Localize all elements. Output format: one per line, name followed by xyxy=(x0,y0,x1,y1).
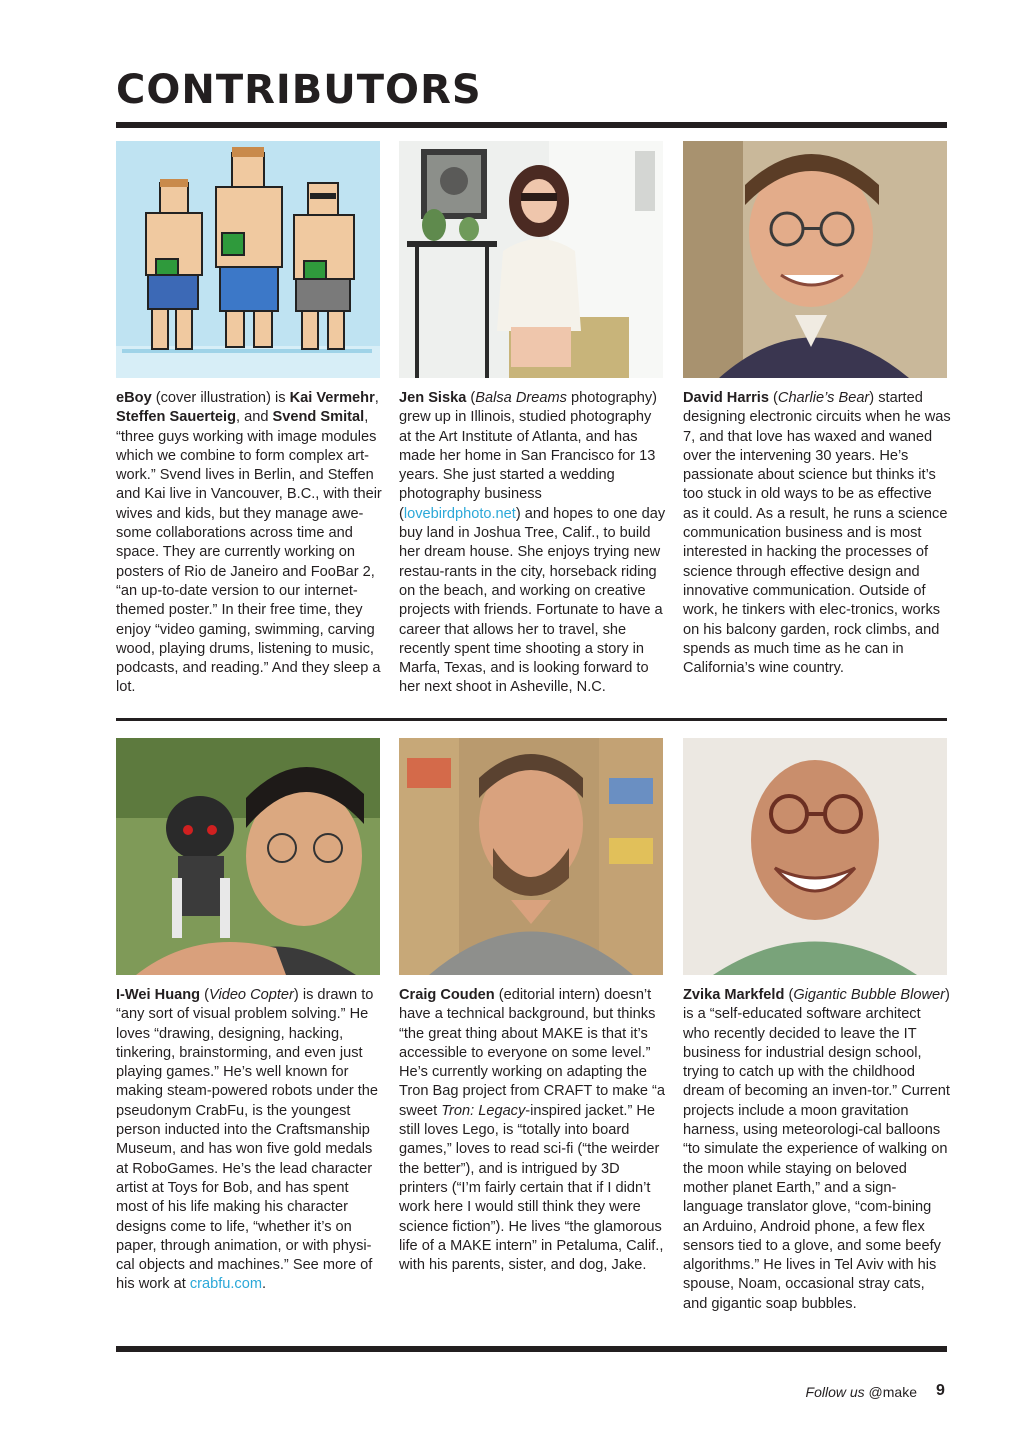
project-title: Video Copter xyxy=(208,987,294,1003)
bio-text: grew up in Illinois, studied photography at the Art Institute of Atlanta, and has made her home in San Francisco for 13 years. She just started a wedding photography business ( xyxy=(399,409,656,522)
top-rule xyxy=(116,122,947,128)
bio-role: cover illustration xyxy=(160,390,267,406)
middle-rule xyxy=(116,718,947,721)
bio-zvika-markfeld xyxy=(683,986,951,1314)
project-title: Balsa Dreams xyxy=(475,390,567,406)
bio-text: , “three guys working with image modules which we combine to form complex art-work.” Svend lives in Berlin, and Steffen and Kai live in Vancouver, B.C., with their wives and kids, but they manage awe-some collaborations across time and space. They are currently working on posters of Rio de Janeiro and FooBar 2, “an up-to-date version to our internet-themed poster.” In their free time, they enjoy “video gaming, swimming, carving wood, playing drums, listening to music, podcasts, and reading.” And they sleep a lot. xyxy=(116,409,382,696)
eboy-pixel-art-image xyxy=(116,141,380,378)
page-title: CONTRIBUTORS xyxy=(116,67,482,113)
website-link[interactable]: crabfu.com xyxy=(189,1276,262,1293)
bio-craig-couden xyxy=(399,986,667,1275)
contributor-name: Steffen Sauerteig xyxy=(116,409,237,426)
bio-text: ( xyxy=(200,987,209,1003)
contributor-name: Svend Smital xyxy=(272,409,365,426)
bio-text: is drawn to “any sort of visual problem solving.” He loves “drawing, designing, hacking, tinkering, brainstorming, and even just playing games.” He’s well known for making steam-powered robots under the pseudonym CrabFu, is the youngest person inducted into the Craftsmanship Museum, and has won five gold medals at RoboGames. He’s the lead character artist at Toys for Bob, and has spent most of his life making his character designs come to life, “whether it’s on paper, through animation, or with physi-cal objects and machines.” See more of his work at xyxy=(116,987,379,1293)
bio-text: , xyxy=(374,390,379,406)
jen-siska-photo xyxy=(399,141,663,378)
bio-text: ( xyxy=(784,987,794,1003)
bio-i-wei-huang xyxy=(116,986,384,1295)
page-number: 9 xyxy=(936,1382,945,1399)
footer-follow xyxy=(806,1384,917,1400)
website-link[interactable]: lovebirdphoto.net xyxy=(403,505,516,522)
bio-text: -inspired jacket.” He still loves Lego, is “totally into board games,” loves to read sci-fi (“the weirder the better”), and is intrigued by 3D printers (“I’m fairly certain that if I didn’t work here I would still think they were science fiction”). He lives “the glamorous life of a MAKE intern” in Petaluma, Calif., with his parents, sister, and dog, Jake. xyxy=(399,1102,664,1274)
bio-david-harris xyxy=(683,389,951,678)
footer-follow-text: Follow us xyxy=(805,1384,865,1400)
contributor-name: Zvika Markfeld xyxy=(683,987,785,1003)
bio-jen-siska xyxy=(399,389,667,698)
contributor-name: eBoy xyxy=(116,390,152,406)
bio-text: (editorial intern) doesn’t have a technical background, but thinks “the great thing about MAKE is that it’s accessible to everyone on some level.” He’s currently working on adapting the Tron Bag project from CRAFT to make “a sweet xyxy=(399,987,666,1119)
contributor-name: Kai Vermehr xyxy=(289,390,375,406)
bio-text: is a “self-educated software architect who recently decided to leave the IT business for industrial design school, trying to catch up with the childhood dream of becoming an inven-tor.” Current projects include a moon gravitation harness, using meteorologi-cal balloons “to simulate the experience of walking on the moon while staying on beloved mother planet Earth,” and a sign-language translator glove, “com-bining an Arduino, Android phone, a few flex sensors tied to a glove, and some beefy algorithms.” He lives in Tel Aviv with his spouse, Noam, occasional stray cats, and gigantic soap bubbles. xyxy=(683,1006,950,1312)
bio-text: , and xyxy=(236,409,273,426)
project-title: Tron: Legacy xyxy=(441,1102,526,1119)
bottom-rule xyxy=(116,1346,947,1352)
bio-text: ( xyxy=(768,390,778,406)
bio-text: ) and hopes to one day buy land in Joshua Tree, Calif., to build her dream house. She enjoys trying new restau-rants in the city, horseback riding on the beach, and working on creative projects with friends. Fortunate to have a career that allows her to travel, she recently spent time shooting a story in Marfa, Texas, and is looking forward to her next shoot in Asheville, N.C. xyxy=(399,505,666,696)
contributor-name: Craig Couden xyxy=(399,987,495,1003)
bio-text: photography) xyxy=(566,390,657,406)
bio-text: ( xyxy=(466,390,476,406)
david-harris-photo xyxy=(683,141,947,378)
contributor-name: David Harris xyxy=(683,390,769,406)
footer-handle[interactable]: @make xyxy=(868,1384,917,1400)
project-title: Charlie’s Bear xyxy=(777,390,870,406)
project-title: Gigantic Bubble Blower xyxy=(793,987,946,1003)
contributor-name: Jen Siska xyxy=(399,390,467,406)
bio-eboy xyxy=(116,389,384,698)
bio-text: ) xyxy=(945,987,950,1003)
bio-text: ) xyxy=(293,987,299,1003)
bio-text: ) xyxy=(869,390,875,406)
bio-text: ( xyxy=(151,390,161,406)
i-wei-huang-photo xyxy=(116,738,380,975)
bio-text: started designing electronic circuits when he was 7, and that love has waxed and waned over the intervening 30 years. He’s passionate about science but thinks it’s too stuck in old ways to be as effective as it could. As a result, he runs a science communication business and is most interested in hacking the processes of science through effective design and innovative communication. Outside of work, he tinkers with elec-tronics, works on his balcony garden, rock climbs, and spends as much time as he can in California’s wine country. xyxy=(683,390,951,677)
contributor-name: I-Wei Huang xyxy=(116,987,201,1003)
zvika-markfeld-photo xyxy=(683,738,947,975)
bio-text: ) is xyxy=(266,390,290,406)
bio-text: . xyxy=(262,1276,267,1293)
craig-couden-photo xyxy=(399,738,663,975)
